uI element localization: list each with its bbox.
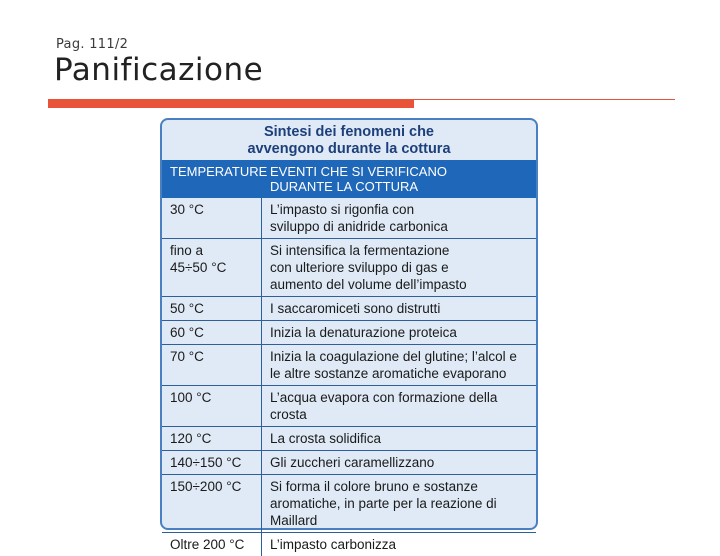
event-cell (262, 451, 536, 474)
temperature-text: fino a (170, 243, 204, 258)
temperature-cell (162, 345, 262, 385)
event-text: aromatiche, in parte per la reazione di (270, 496, 497, 511)
event-text: aumento del volume dell’impasto (270, 277, 467, 292)
temperature-text: 60 °C (170, 325, 204, 340)
table-row (162, 198, 536, 239)
temperature-cell (162, 451, 262, 474)
event-text: L’impasto si rigonfia con (270, 202, 415, 217)
temperature-text: 120 °C (170, 431, 212, 446)
event-text: Inizia la coagulazione del glutine; l’alcol e (270, 349, 517, 364)
temperature-cell (162, 475, 262, 532)
header-events (262, 164, 536, 198)
event-text: sviluppo di anidride carbonica (270, 219, 448, 234)
accent-rule-thin (414, 99, 675, 100)
table-caption-line-1: Sintesi dei fenomeni che (263, 124, 434, 140)
temperature-cell (162, 386, 262, 426)
table-row (162, 239, 536, 297)
temperature-text: 150÷200 °C (170, 479, 242, 494)
event-cell (262, 386, 536, 426)
temperature-cell (162, 427, 262, 450)
table-row (162, 533, 536, 556)
event-text: La crosta solidifica (270, 431, 382, 446)
event-text: Si intensifica la fermentazione (270, 243, 450, 258)
event-cell (262, 475, 536, 532)
table-row (162, 321, 536, 345)
temperature-cell (162, 321, 262, 344)
event-cell (262, 427, 536, 450)
temperature-text: 100 °C (170, 390, 212, 405)
event-text: le altre sostanze aromatiche evaporano (270, 366, 507, 381)
temperature-text: 50 °C (170, 301, 204, 316)
table-row (162, 451, 536, 475)
event-cell (262, 198, 536, 238)
event-cell (262, 345, 536, 385)
event-cell (262, 297, 536, 320)
header-events-line-2: DURANTE LA COTTURA (270, 179, 419, 194)
event-text: Maillard (270, 513, 318, 528)
table-caption-line-2: avvengono durante la cottura (247, 141, 451, 157)
header-temperature: TEMPERATURE (170, 164, 268, 179)
table-row (162, 297, 536, 321)
event-text: I saccaromiceti sono distrutti (270, 301, 441, 316)
temperature-cell (162, 533, 262, 556)
temperature-text: 140÷150 °C (170, 455, 242, 470)
temperature-cell (162, 239, 262, 296)
page-title: Panificazione (54, 52, 264, 88)
accent-rule-thick (48, 99, 414, 108)
event-text: Gli zuccheri caramellizzano (270, 455, 435, 470)
event-text: L’acqua evapora con formazione della crosta (270, 390, 498, 422)
cooking-phenomena-table-image (160, 118, 538, 552)
event-text: con ulteriore sviluppo di gas e (270, 260, 449, 275)
event-cell (262, 239, 536, 296)
table-caption (162, 120, 536, 160)
temperature-text: 70 °C (170, 349, 204, 364)
table-body (162, 198, 536, 556)
event-cell (262, 321, 536, 344)
table-row (162, 386, 536, 427)
temperature-text: 45÷50 °C (170, 260, 227, 275)
page-subtitle: Pag. 111/2 (56, 37, 129, 52)
event-text: Inizia la denaturazione proteica (270, 325, 457, 340)
table-row (162, 345, 536, 386)
temperature-text: 30 °C (170, 202, 204, 217)
event-cell (262, 533, 536, 556)
header-events-line-1: EVENTI CHE SI VERIFICANO (270, 164, 447, 179)
temperature-cell (162, 198, 262, 238)
event-text: L’impasto carbonizza (270, 537, 397, 552)
table-row (162, 427, 536, 451)
table-header (162, 160, 536, 198)
temperature-text: Oltre 200 °C (170, 537, 245, 552)
event-text: Si forma il colore bruno e sostanze (270, 479, 478, 494)
temperature-cell (162, 297, 262, 320)
table-row (162, 475, 536, 533)
